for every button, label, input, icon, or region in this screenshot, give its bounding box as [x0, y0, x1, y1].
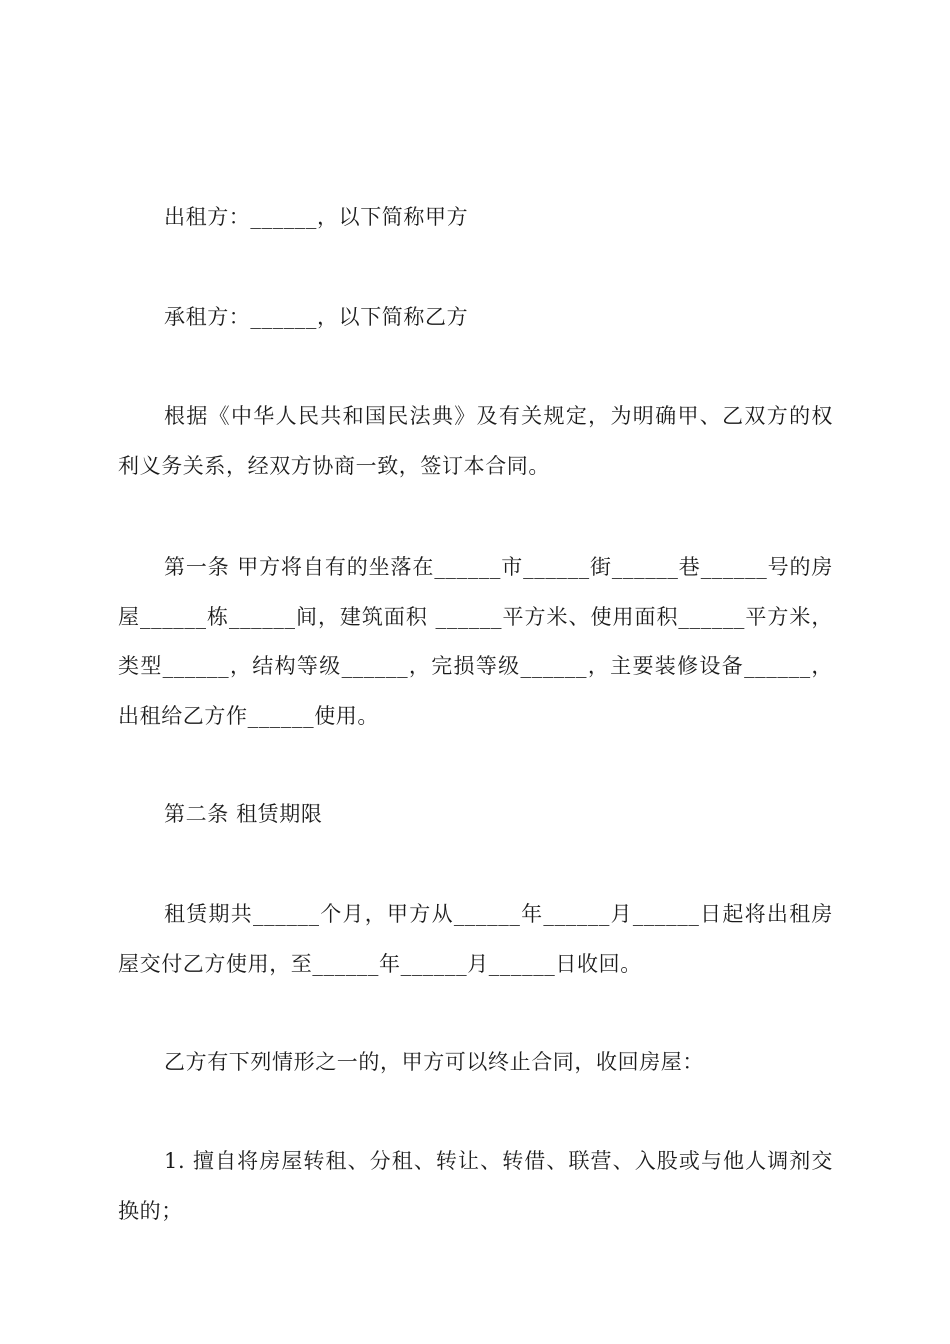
termination-intro: 乙方有下列情形之一的，甲方可以终止合同，收回房屋：	[164, 1050, 704, 1074]
article-one-paragraph: 第一条 甲方将自有的坐落在______市______街______巷______号的房屋______栋______间，建筑面积 ______平方米、使用面积______平方米，类型______，结构等级______，完损等级______，主要装修设备______，出租给乙方作______使用。	[118, 555, 833, 728]
lease-term-paragraph: 租赁期共______个月，甲方从______年______月______日起将出租房屋交付乙方使用，至______年______月______日收回。	[118, 902, 833, 976]
lessor-line: 出租方：______，以下简称甲方	[164, 205, 469, 229]
preamble-paragraph: 根据《中华人民共和国民法典》及有关规定，为明确甲、乙双方的权利义务关系，经双方协商一致，签订本合同。	[118, 404, 833, 478]
article-two-heading: 第二条 租赁期限	[164, 802, 323, 826]
lessee-line: 承租方：______，以下简称乙方	[164, 305, 469, 329]
termination-item-1: 1. 擅自将房屋转租、分租、转让、转借、联营、入股或与他人调剂交换的；	[118, 1149, 833, 1223]
